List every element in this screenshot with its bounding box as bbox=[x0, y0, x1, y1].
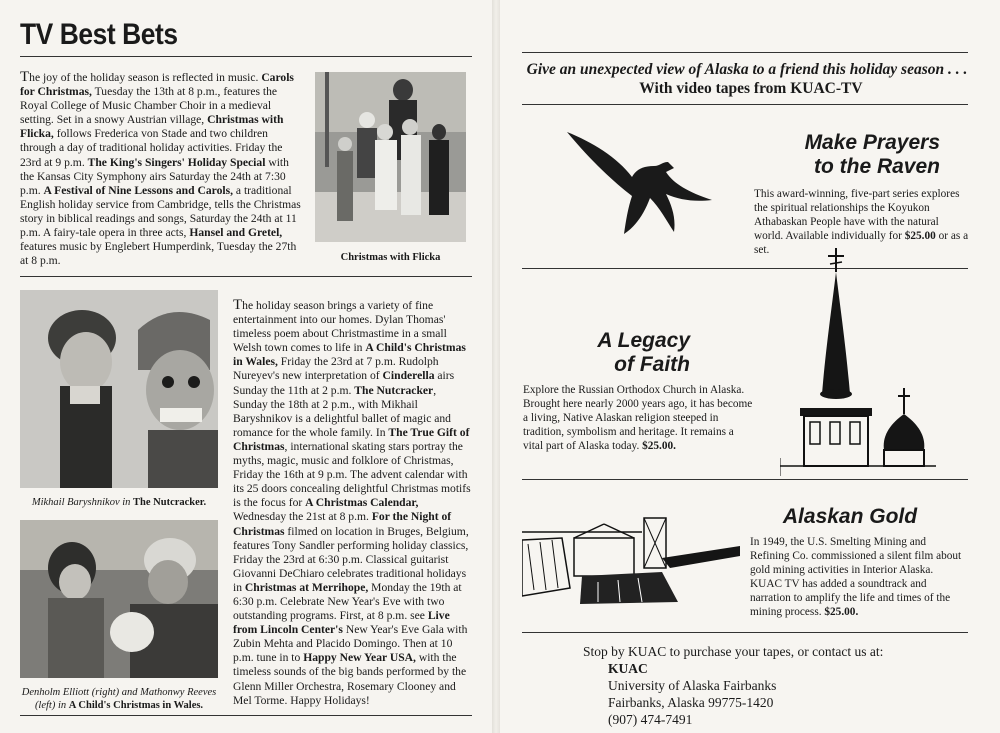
title-rule bbox=[20, 56, 472, 57]
article-text: filmed on location in Bruges, Belgium, features Tony Sandler performing holiday classics, Friday the 23rd at 6:30 p.m. Classical guitarist Giovanni DeChiaro celebrates traditional holidays in bbox=[233, 524, 469, 594]
article-text: with the Kansas City Symphony airs Saturday the 24th at 7:30 p.m. bbox=[20, 155, 289, 197]
article-text: features music by Englebert Humperdink, Tuesday the 27th at 8 p.m. bbox=[20, 240, 297, 268]
page-gutter bbox=[492, 0, 500, 733]
product-faith-title bbox=[540, 329, 690, 377]
program-title: Live from Lincoln Center's bbox=[233, 609, 450, 637]
photo-nutcracker bbox=[20, 290, 218, 488]
article-text: Friday the 23rd at 7 p.m. Rudolph Nureyev's new interpretation of bbox=[233, 355, 439, 383]
program-title: Happy New Year USA, bbox=[303, 651, 416, 665]
contact-address-line2: Fairbanks, Alaska 99775-1420 bbox=[608, 695, 774, 710]
article-text: airs Sunday the 11th at 2 p.m. bbox=[233, 369, 455, 397]
article-text: follows Frederica von Stade and two children through a day of traditional holiday activities. Friday the 23rd at 9 p.m. bbox=[20, 127, 283, 169]
product-raven-title-line2: to the Raven bbox=[813, 155, 940, 178]
caption-childs-christmas bbox=[20, 686, 218, 712]
promo-heading bbox=[522, 60, 972, 98]
product-faith-description bbox=[523, 383, 753, 453]
program-title: Hansel and Gretel, bbox=[189, 226, 283, 240]
photo-childs-christmas-in-wales bbox=[20, 520, 218, 678]
program-title: Christmas at Merrihope, bbox=[244, 580, 369, 594]
caption-nutcracker bbox=[20, 496, 218, 509]
caption-nutcracker-italic: Mikhail Baryshnikov in bbox=[31, 497, 134, 508]
raven-illustration bbox=[562, 122, 722, 237]
article-text: New Year's Eve Gala with Zubin Mehta and Placido Domingo. Then at 10 p.m. tune in to bbox=[233, 623, 468, 665]
article-text: , Sunday the 18th at 2 p.m., with Mikhail Baryshnikov is a delightful ballet of magic and romance for the whole family. In bbox=[233, 383, 451, 439]
program-title: The True Gift of Christmas bbox=[233, 425, 470, 453]
program-title: A Christmas Calendar, bbox=[305, 496, 419, 510]
product-faith-title-line1: A Legacy bbox=[597, 329, 690, 352]
article-text: a traditional English holiday service from Cambridge, tells the Christmas story in biblical readings and songs, Saturday the 24th at 11 p.m. A fairy-tale opera in three acts, bbox=[20, 183, 301, 240]
product-raven-title bbox=[740, 131, 940, 179]
program-title: Christmas with Flicka, bbox=[20, 113, 284, 141]
contact-phone: (907) 474-7491 bbox=[608, 712, 693, 727]
article-text: , international skating stars portray the myths, magic, music and folklore of Christmas, Friday the 16th at 9 p.m. The advent calendar with its 25 doors concealing delightful Christmas motifs is the focus for bbox=[233, 439, 471, 510]
article-text: Monday the 19th at 6:30 p.m. Celebrate New Year's Eve with two outstanding programs. First, at 8 p.m. see bbox=[233, 580, 462, 623]
article-text: Tuesday the 13th at 8 p.m., features the Royal College of Music Chamber Choir in a medieval setting. Set in a snowy Austrian village, bbox=[20, 85, 278, 127]
page-title: TV Best Bets bbox=[20, 18, 178, 51]
article-holiday-entertainment bbox=[233, 298, 471, 708]
article-text: he holiday season brings a variety of fine entertainment into our homes. Dylan Thomas' timeless poem about Christmastime in a small Welsh town comes to life in bbox=[233, 299, 447, 355]
promo-top-rule bbox=[522, 52, 968, 53]
drop-cap: T bbox=[233, 297, 243, 313]
promo-bottom-rule bbox=[522, 104, 968, 105]
caption-childs-christmas-italic: Denholm Elliott (right) and Mathonwy Reeves (left) in bbox=[21, 687, 217, 711]
contact-block bbox=[608, 660, 908, 728]
caption-nutcracker-title: The Nutcracker. bbox=[133, 497, 207, 508]
left-page bbox=[0, 0, 492, 733]
product-gold-desc-text: In 1949, the U.S. Smelting Mining and Refining Co. commissioned a silent film about gold mining activities in Interior Alaska. KUAC TV has added a soundtrack and narration to amplify the life and times of the mining process. bbox=[750, 536, 962, 618]
program-title: The Nutcracker bbox=[354, 383, 434, 397]
article-text: Wednesday the 21st at 8 p.m. bbox=[233, 510, 372, 524]
church-illustration bbox=[780, 246, 940, 478]
article-text: he joy of the holiday season is reflected in music. bbox=[29, 71, 262, 84]
product-rule-2 bbox=[522, 479, 968, 480]
product-faith-desc-text: Explore the Russian Orthodox Church in Alaska. Brought here nearly 2000 years ago, it has become a living, Native Alaskan religion steeped in tradition, symbolism and heritage. It remains a vital part of Alaska today. bbox=[523, 384, 753, 452]
contact-intro: Stop by KUAC to purchase your tapes, or contact us at: bbox=[583, 644, 884, 659]
photo-christmas-with-flicka bbox=[315, 72, 466, 242]
caption-childs-christmas-title: A Child's Christmas in Wales. bbox=[68, 700, 204, 711]
product-raven-desc-tail: or as a set. bbox=[754, 230, 969, 256]
product-gold-price: $25.00. bbox=[824, 606, 859, 618]
mine-illustration bbox=[522, 510, 742, 610]
program-title: For the Night of Christmas bbox=[233, 510, 452, 538]
drop-cap: T bbox=[20, 69, 30, 85]
contact-name: KUAC bbox=[608, 661, 648, 676]
bottom-rule bbox=[20, 715, 472, 716]
article-holiday-music bbox=[20, 70, 302, 268]
program-title: A Child's Christmas in Wales, bbox=[233, 341, 466, 369]
product-gold-description bbox=[750, 535, 968, 619]
product-raven-price: $25.00 bbox=[904, 230, 936, 242]
program-title: The King's Singers' Holiday Special bbox=[87, 155, 266, 169]
promo-bold: With video tapes from KUAC-TV bbox=[639, 80, 863, 97]
product-faith-title-line2: of Faith bbox=[614, 353, 690, 376]
article-text: with the timeless sounds of the big bands performed by the Glenn Miller Orchestra, Rosemary Clooney and Mel Torme. Happy Holidays! bbox=[233, 651, 467, 707]
program-title: Carols for Christmas, bbox=[20, 71, 294, 99]
product-raven-title-line1: Make Prayers bbox=[804, 131, 940, 154]
promo-italic: Give an unexpected view of Alaska to a friend this holiday season . . . bbox=[526, 61, 968, 78]
product-raven-desc-text: This award-winning, five-part series explores the spiritual relationships the Koyukon Athabaskan People have with the natural world. Available individually for bbox=[754, 188, 960, 242]
contact-address-line1: University of Alaska Fairbanks bbox=[608, 678, 777, 693]
product-faith-price: $25.00. bbox=[642, 440, 676, 452]
right-page bbox=[500, 0, 1000, 733]
section-rule bbox=[20, 276, 472, 277]
program-title: A Festival of Nine Lessons and Carols, bbox=[43, 183, 234, 197]
contact-rule bbox=[522, 632, 968, 633]
program-title: Cinderella bbox=[382, 369, 435, 383]
caption-christmas-with-flicka: Christmas with Flicka bbox=[340, 252, 441, 263]
product-gold-title: Alaskan Gold bbox=[782, 505, 918, 528]
